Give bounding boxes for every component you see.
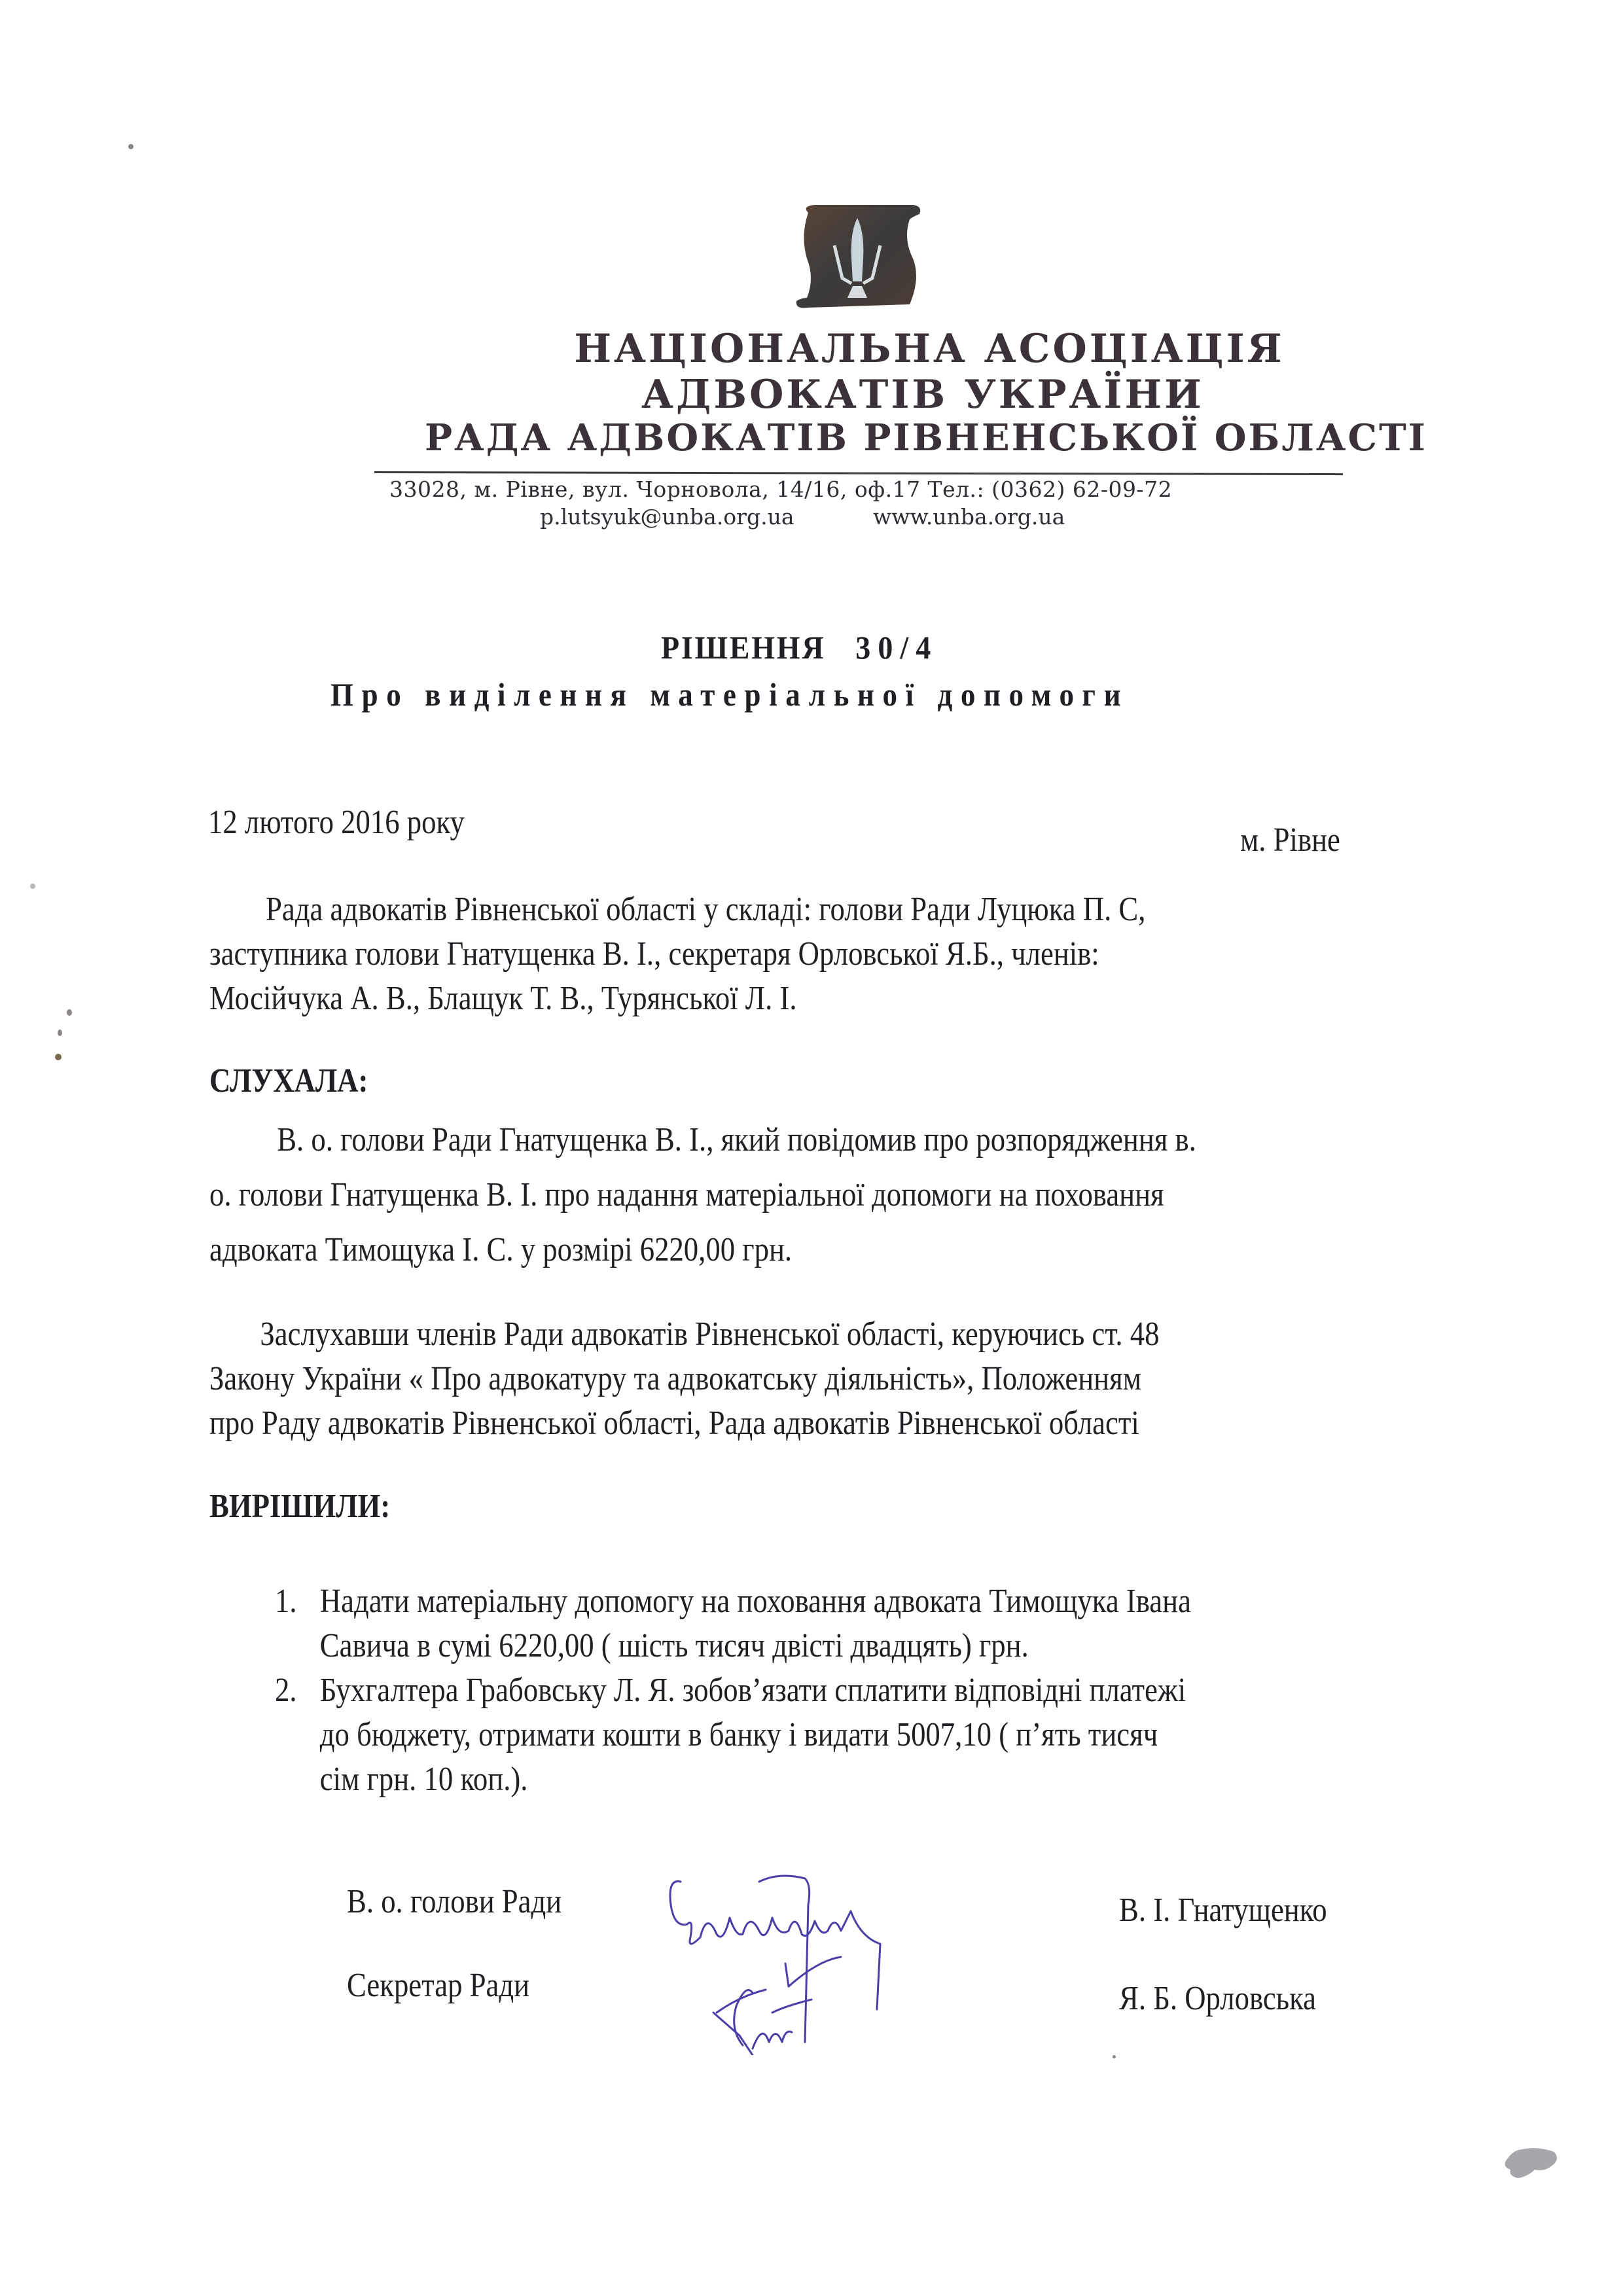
scan-speck: [128, 144, 134, 149]
org-name-line1: НАЦІОНАЛЬНА АСОЦІАЦІЯ: [574, 326, 1285, 372]
org-name-line2: АДВОКАТІВ УКРАЇНИ: [641, 372, 1204, 418]
considering-paragraph: [209, 1312, 1160, 1446]
council-contacts: [540, 504, 1065, 529]
signatory-name-secretary: Я. Б. Орловська: [1119, 1980, 1316, 2017]
scan-speck: [55, 1054, 62, 1060]
decision-date: 12 лютого 2016 року: [208, 804, 465, 841]
scan-speck: [30, 884, 35, 889]
letterhead-divider: [374, 471, 1343, 475]
list-item-line: Савича в сумі 6220,00 ( шість тисяч двісті двадцять) грн.: [319, 1627, 1029, 1664]
council-address: 33028, м. Рівне, вул. Чорновола, 14/16, оф.17 Тел.: (0362) 62-09-72: [389, 476, 1173, 502]
council-email-link[interactable]: p.lutsyuk@unba.org.ua: [540, 504, 794, 529]
decision-city: м. Рівне: [1240, 821, 1340, 859]
unba-logo-icon: [782, 200, 933, 314]
council-website-link[interactable]: www.unba.org.ua: [873, 504, 1065, 529]
scan-speck: [58, 1030, 62, 1036]
paragraph-line: Заслухавши членів Ради адвокатів Рівненської області, керуючись ст. 48: [260, 1316, 1160, 1353]
heard-paragraph: [209, 1113, 1196, 1278]
paragraph-line: Мосійчука А. В., Блащук Т. В., Турянської Л. І.: [209, 980, 797, 1017]
signatory-role-secretary: Секретар Ради: [347, 1967, 530, 2004]
heard-heading: СЛУХАЛА:: [209, 1062, 368, 1100]
handwritten-signatures-icon: [654, 1865, 1126, 2055]
scan-speck: [67, 1009, 72, 1016]
list-item-line: Надати матеріальну допомогу на поховання адвоката Тимощука Івана: [319, 1583, 1191, 1620]
scan-smudge: [1499, 2147, 1561, 2183]
decision-subtitle: Про виділення матеріальної допомоги: [330, 676, 1130, 713]
list-marker: 2.: [275, 1672, 297, 1709]
list-item-line: сім грн. 10 коп.).: [319, 1761, 528, 1798]
decision-list: [275, 1579, 1191, 1802]
decision-number: 30/4: [855, 629, 938, 666]
decision-title-word: РІШЕННЯ: [661, 629, 826, 666]
list-item-line: Бухгалтера Грабовську Л. Я. зобов’язати сплатити відповідні платежі: [319, 1672, 1186, 1709]
council-name: РАДА АДВОКАТІВ РІВНЕНСЬКОЇ ОБЛАСТІ: [425, 416, 1427, 459]
list-marker: 1.: [275, 1583, 297, 1620]
paragraph-line: адвоката Тимощука І. С. у розмірі 6220,00 грн.: [209, 1231, 793, 1268]
decided-heading: ВИРІШИЛИ:: [209, 1488, 391, 1525]
council-composition-paragraph: [209, 888, 1145, 1021]
paragraph-line: В. о. голови Ради Гнатущенка В. І., який повідомив про розпорядження в.: [277, 1121, 1196, 1158]
paragraph-line: о. голови Гнатущенка В. І. про надання матеріальної допомоги на поховання: [209, 1176, 1164, 1213]
list-item-line: до бюджету, отримати кошти в банку і видати 5007,10 ( п’ять тисяч: [319, 1716, 1158, 1753]
signatory-role-acting-head: В. о. голови Ради: [347, 1883, 562, 1920]
paragraph-line: заступника голови Гнатущенка В. І., секретаря Орловської Я.Б., членів:: [209, 935, 1099, 973]
scan-speck: [1113, 2055, 1116, 2058]
decision-item-2: [275, 1668, 1191, 1802]
decision-title: [661, 628, 938, 666]
paragraph-line: Закону України « Про адвокатуру та адвокатську діяльність», Положенням: [209, 1360, 1141, 1397]
paragraph-line: Рада адвокатів Рівненської області у складі: голови Ради Луцюка П. С,: [266, 891, 1146, 928]
signatory-name-acting-head: В. І. Гнатущенко: [1119, 1892, 1327, 1929]
paragraph-line: про Раду адвокатів Рівненської області, Рада адвокатів Рівненської області: [209, 1405, 1139, 1442]
decision-item-1: [275, 1579, 1191, 1668]
